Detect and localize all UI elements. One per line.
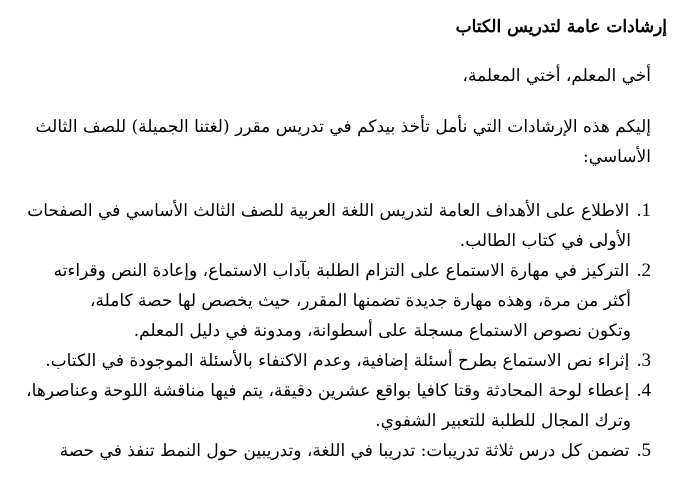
list-item-number: 1. xyxy=(636,200,651,221)
document-title: إرشادات عامة لتدريس الكتاب xyxy=(455,17,667,37)
intro-paragraph xyxy=(35,112,651,172)
greeting-line: أخي المعلم، أختي المعلمة، xyxy=(462,66,651,86)
intro-line: إليكم هذه الإرشادات التي نأمل تأخذ بيدكم في تدريس مقرر (لغتنا الجميلة) للصف الثالث xyxy=(35,117,651,137)
list-item xyxy=(11,346,651,376)
intro-line: الأساسي: xyxy=(583,147,651,167)
list-item-text: وتكون نصوص الاستماع مسجلة على أسطوانة، ومدونة في دليل المعلم. xyxy=(133,321,631,341)
list-item xyxy=(11,256,651,346)
list-item-text: إعطاء لوحة المحادثة وقتا كافيا بواقع عشرين دقيقة، يتم فيها مناقشة اللوحة وعناصرها، xyxy=(26,381,630,401)
list-item-text: الأولى في كتاب الطالب. xyxy=(459,231,631,251)
list-item-number: 2. xyxy=(636,260,651,281)
list-item-number: 5. xyxy=(636,440,651,461)
list-item-text: التركيز في مهارة الاستماع على التزام الطلبة بآداب الاستماع، وإعادة النص وقراءته xyxy=(53,261,630,281)
list-item-number: 3. xyxy=(636,350,651,371)
list-item-text: تضمن كل درس ثلاثة تدريبات: تدريبا في اللغة، وتدريبين حول النمط تنفذ في حصة xyxy=(59,441,630,461)
list-item xyxy=(11,436,651,466)
list-item xyxy=(11,196,651,256)
list-item xyxy=(11,376,651,436)
list-item-text: الاطلاع على الأهداف العامة لتدريس اللغة العربية للصف الثالث الأساسي في الصفحات xyxy=(27,201,630,221)
list-item-number: 4. xyxy=(636,380,651,401)
list-item-text: أكثر من مرة، وهذه مهارة جديدة تضمنها المقرر، حيث يخصص لها حصة كاملة، xyxy=(90,291,631,311)
guidelines-list xyxy=(11,196,651,466)
list-item-text: إثراء نص الاستماع بطرح أسئلة إضافية، وعدم الاكتفاء بالأسئلة الموجودة في الكتاب. xyxy=(45,351,630,371)
list-item-text: وترك المجال للطلبة للتعبير الشفوي. xyxy=(375,411,631,431)
